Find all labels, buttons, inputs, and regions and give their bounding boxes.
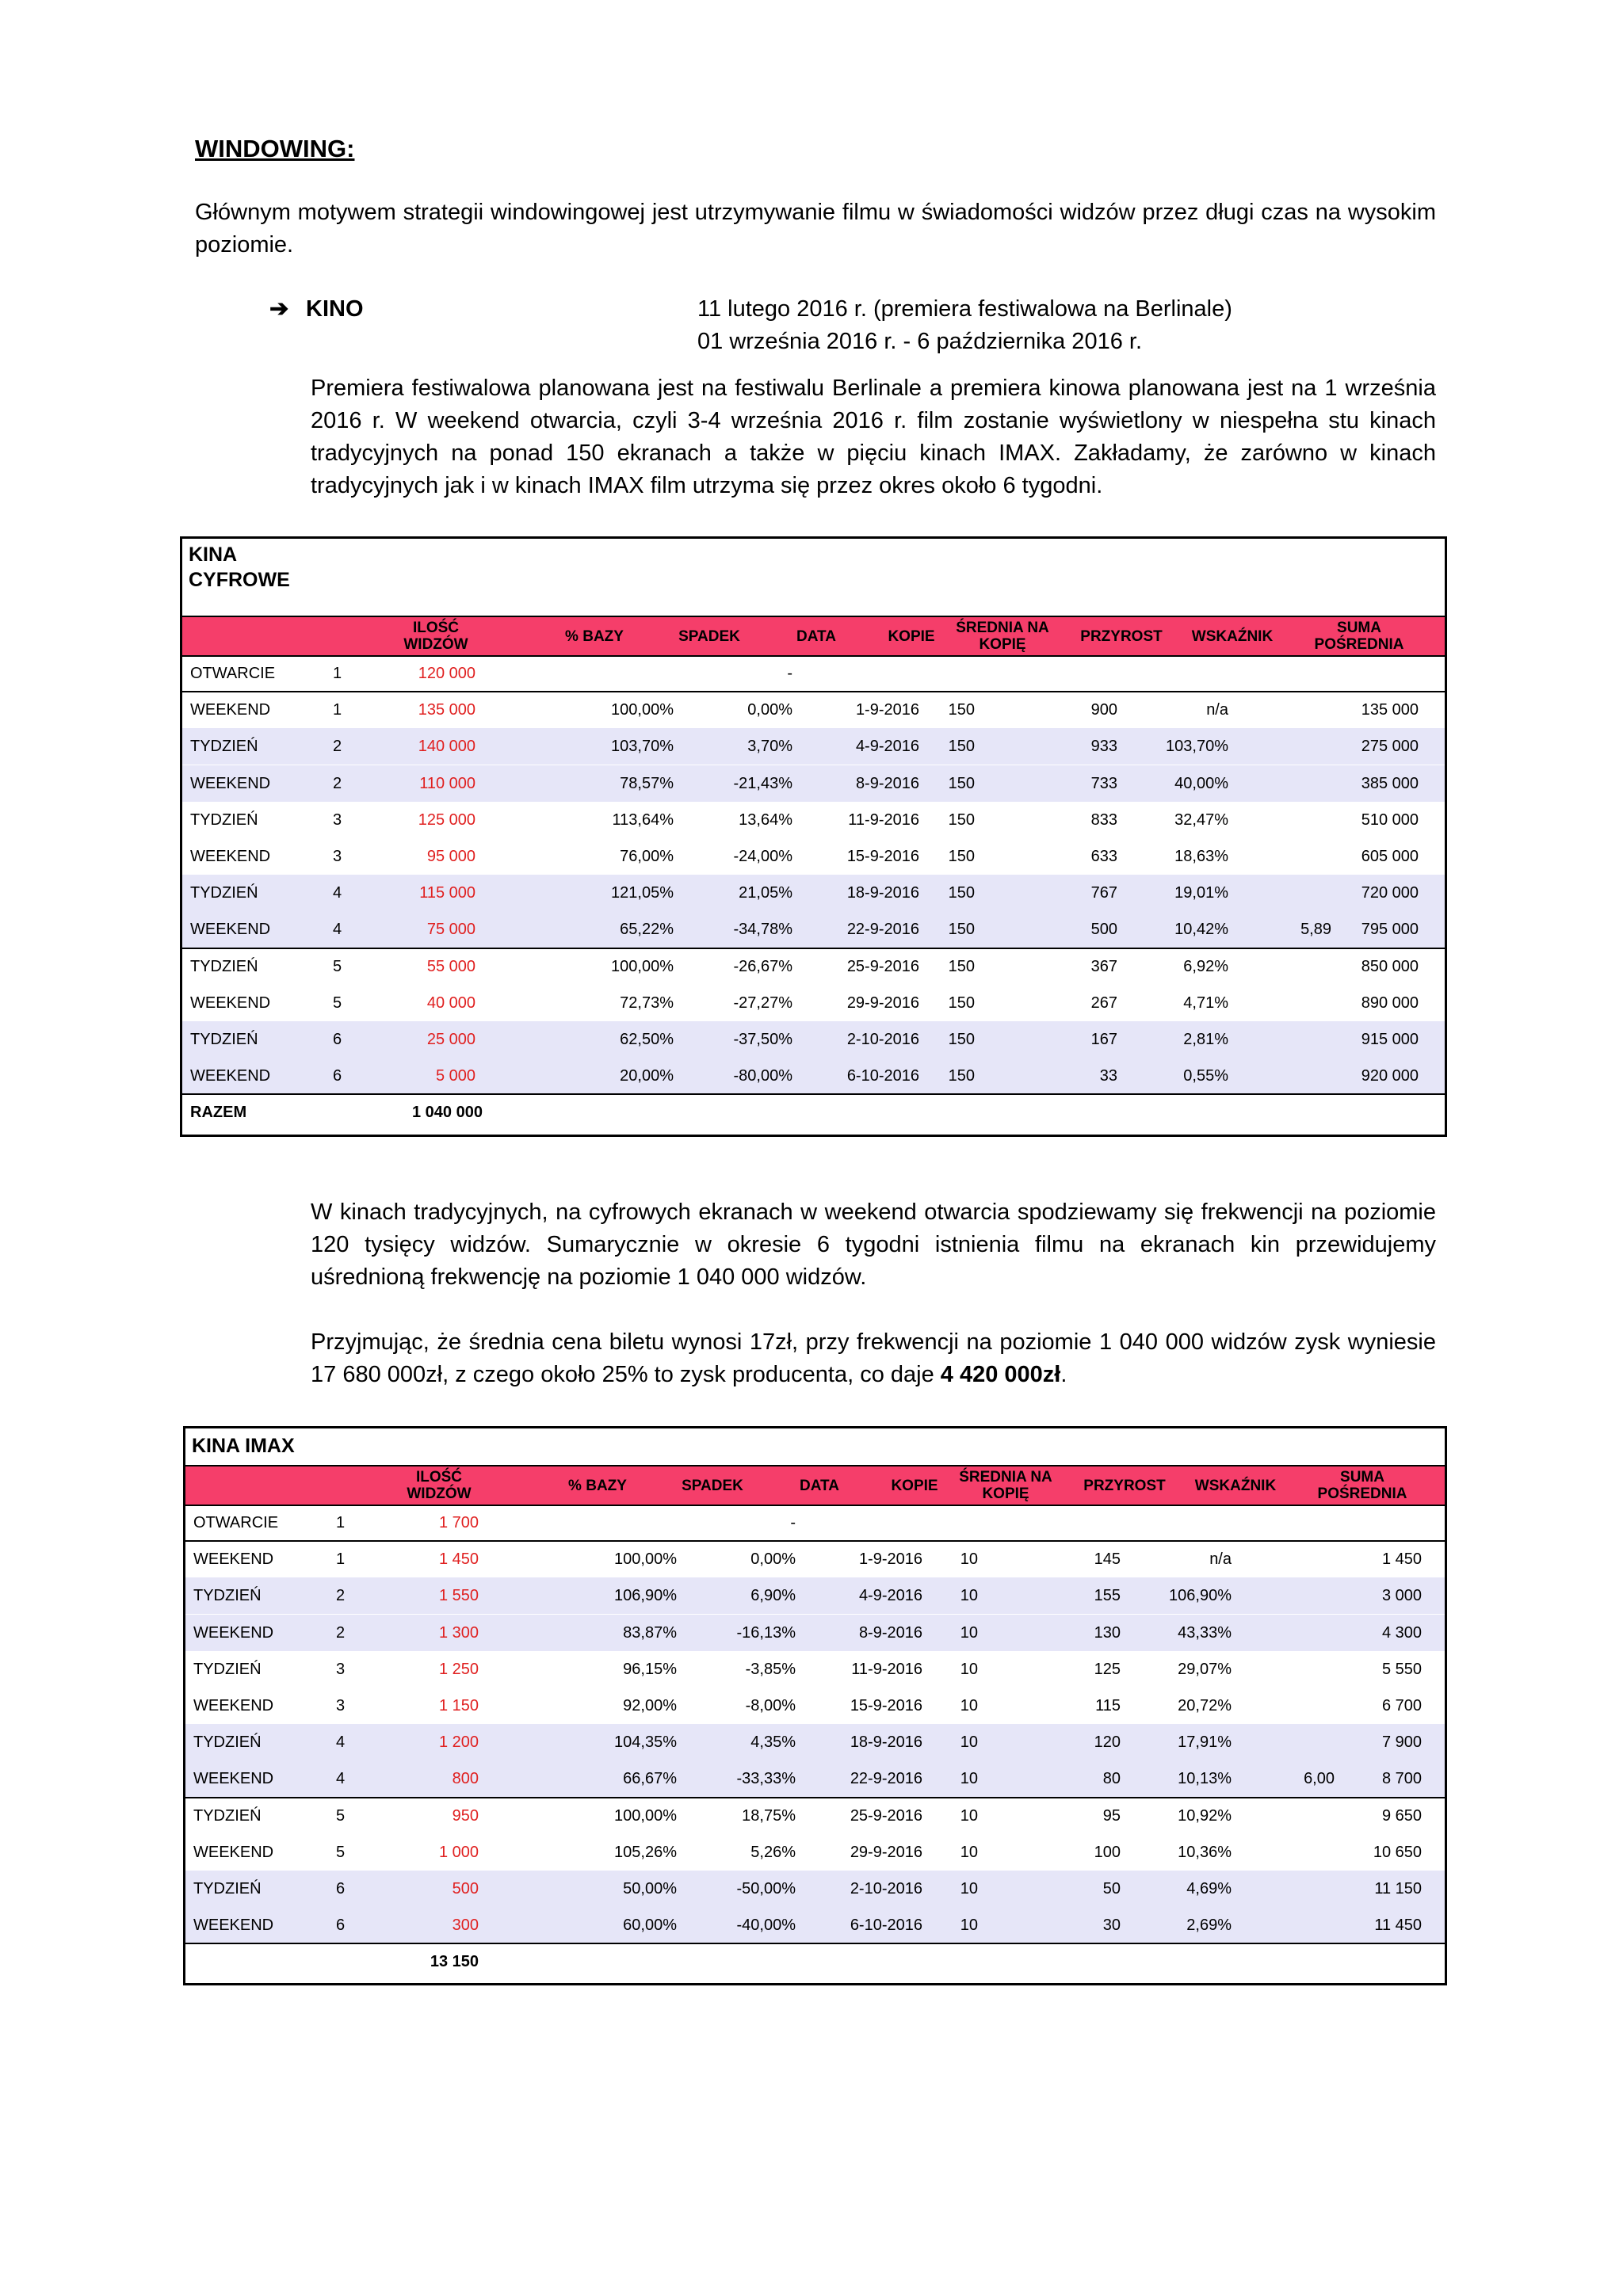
row-spadek: 13,64% [739, 810, 792, 829]
table-row [182, 911, 1445, 948]
row-suma: 7 900 [1381, 1733, 1422, 1752]
row-suma: 275 000 [1361, 738, 1419, 756]
row-wskaznik: 6,00 [1304, 1770, 1335, 1788]
row-srednia: 130 [1094, 1623, 1121, 1642]
row-spadek: -27,27% [733, 994, 792, 1012]
row-przyrost: 10,92% [1178, 1806, 1232, 1825]
col-header-kopie: KOPIE [888, 627, 935, 645]
row-baza: 106,90% [614, 1587, 677, 1605]
row-suma: 920 000 [1361, 1067, 1419, 1085]
row-week: 1 [333, 665, 342, 682]
row-baza: 62,50% [620, 1031, 674, 1048]
bilet-paragraph [311, 1326, 1436, 1391]
row-week: 4 [333, 884, 342, 902]
row-suma: 9 650 [1381, 1806, 1422, 1825]
row-spadek: -50,00% [736, 1880, 796, 1897]
row-date: 2-10-2016 [850, 1880, 922, 1897]
row-week: 1 [336, 1514, 346, 1531]
row-baza: 100,00% [611, 701, 674, 719]
row-label: WEEKEND [190, 701, 271, 719]
row-przyrost: 10,13% [1178, 1770, 1232, 1788]
row-spadek: -34,78% [733, 921, 792, 939]
row-suma: 1 450 [1381, 1550, 1422, 1569]
row-spadek: 21,05% [739, 884, 792, 902]
row-przyrost: n/a [1206, 701, 1228, 719]
col-header-suma: SUMA POŚREDNIA [1314, 620, 1404, 653]
row-views: 950 [452, 1806, 479, 1825]
row-views: 140 000 [418, 738, 475, 756]
row-spadek: 6,90% [750, 1587, 796, 1605]
row-suma: 4 300 [1381, 1623, 1422, 1642]
row-week: 6 [336, 1917, 346, 1935]
table-row [182, 985, 1445, 1021]
row-kopie: 150 [948, 1031, 975, 1048]
table-row [182, 1058, 1445, 1094]
row-przyrost: 20,72% [1178, 1697, 1232, 1714]
row-label: TYDZIEŃ [190, 884, 258, 902]
kina-paragraph: W kinach tradycyjnych, na cyfrowych ekranach w weekend otwarcia spodziewamy się frekwencji na poziomie 120 tysięcy widzów. Sumarycznie w okresie 6 tygodni istnienia filmu na ekranach kin przewidujemy uśrednioną frekwencję na poziomie 1 040 000 widzów. [311, 1199, 1436, 1290]
table-row-total [185, 1943, 1445, 1980]
row-przyrost: 40,00% [1174, 774, 1228, 792]
row-srednia: 145 [1094, 1550, 1121, 1569]
row-przyrost: 0,55% [1183, 1067, 1228, 1085]
row-srednia: 125 [1094, 1660, 1121, 1678]
table-row [185, 1760, 1445, 1797]
row-week: 4 [333, 921, 342, 939]
row-wskaznik: 5,89 [1300, 921, 1331, 939]
row-kopie: 10 [960, 1843, 978, 1861]
row-views: 1 200 [438, 1733, 479, 1752]
row-views: 55 000 [426, 957, 475, 975]
row-label: TYDZIEŃ [193, 1880, 262, 1897]
table-row [182, 948, 1445, 985]
row-suma: 385 000 [1361, 774, 1419, 792]
row-kopie: 150 [948, 738, 975, 756]
row-date: 4-9-2016 [858, 1587, 922, 1605]
table-kina-imax [183, 1426, 1447, 1985]
row-week: 3 [336, 1697, 346, 1714]
row-przyrost: 32,47% [1174, 810, 1228, 829]
row-label: TYDZIEŃ [190, 1031, 258, 1048]
row-suma: 795 000 [1361, 921, 1419, 939]
row-baza: 72,73% [620, 994, 674, 1012]
row-baza: 20,00% [620, 1067, 674, 1085]
row-przyrost: 18,63% [1174, 848, 1228, 865]
row-date: 22-9-2016 [846, 921, 919, 939]
table-row [182, 838, 1445, 875]
row-baza: 76,00% [620, 848, 674, 865]
row-date: 11-9-2016 [848, 810, 919, 829]
row-srednia: 120 [1094, 1733, 1121, 1752]
row-date: 6-10-2016 [846, 1067, 919, 1085]
col-header-spadek: SPADEK [682, 1477, 743, 1494]
col-header-baza: % BAZY [568, 1477, 627, 1494]
row-srednia: 633 [1090, 848, 1117, 865]
row-views: 1 150 [438, 1697, 479, 1714]
row-week: 2 [333, 774, 342, 792]
row-views: 1 250 [438, 1660, 479, 1678]
kino-label [269, 293, 507, 326]
row-label: WEEKEND [190, 921, 271, 939]
row-date: 15-9-2016 [846, 848, 919, 865]
row-srednia: 33 [1099, 1067, 1117, 1085]
row-spadek: -8,00% [745, 1697, 796, 1714]
row-week: 5 [333, 994, 342, 1012]
row-date: 25-9-2016 [850, 1806, 922, 1825]
row-views: 1 450 [438, 1550, 479, 1569]
row-label: TYDZIEŃ [190, 738, 258, 756]
row-week: 6 [333, 1031, 342, 1048]
row-views: 1 000 [438, 1843, 479, 1861]
row-views: 110 000 [419, 774, 475, 792]
row-srednia: 833 [1090, 810, 1117, 829]
kino-dates [697, 293, 1232, 358]
col-header-przyrost: PRZYROST [1080, 627, 1163, 645]
row-date: 15-9-2016 [850, 1697, 922, 1714]
row-spadek: 0,00% [747, 701, 792, 719]
row-views: 125 000 [418, 810, 475, 829]
row-baza: 78,57% [620, 774, 674, 792]
row-date: 22-9-2016 [850, 1770, 922, 1788]
row-date: 18-9-2016 [850, 1733, 922, 1752]
row-przyrost: 2,81% [1183, 1031, 1228, 1048]
row-week: 1 [333, 701, 342, 719]
row-baza: 65,22% [620, 921, 674, 939]
row-kopie: 150 [948, 774, 975, 792]
row-kopie: 10 [960, 1587, 978, 1605]
row-suma: 10 650 [1373, 1843, 1422, 1861]
col-header-srednia: ŚREDNIA NA KOPIĘ [959, 1469, 1052, 1502]
col-header-srednia: ŚREDNIA NA KOPIĘ [956, 620, 1049, 653]
col-header-wskaznik: WSKAŹNIK [1191, 627, 1274, 645]
table-row [185, 1615, 1445, 1651]
table-title: KINA CYFROWE [189, 543, 290, 591]
row-views: 1 300 [438, 1623, 479, 1642]
row-date: 29-9-2016 [850, 1843, 922, 1861]
row-suma: 5 550 [1381, 1660, 1422, 1678]
row-kopie: 10 [960, 1770, 978, 1788]
row-spadek: - [787, 665, 792, 682]
row-suma: 11 150 [1374, 1880, 1422, 1897]
table-row-opening [185, 1505, 1445, 1541]
row-przyrost: 4,71% [1183, 994, 1228, 1012]
row-week: 2 [336, 1623, 346, 1642]
row-srednia: 267 [1090, 994, 1117, 1012]
row-suma: 605 000 [1361, 848, 1419, 865]
row-date: 18-9-2016 [846, 884, 919, 902]
row-srednia: 155 [1094, 1587, 1121, 1605]
table-header [185, 1465, 1445, 1506]
row-suma: 890 000 [1361, 994, 1419, 1012]
row-label: OTWARCIE [193, 1514, 279, 1531]
row-srednia: 100 [1094, 1843, 1121, 1861]
table-row [182, 765, 1445, 802]
bilet-profit: 4 420 000zł [940, 1362, 1061, 1387]
row-spadek: -16,13% [736, 1623, 796, 1642]
row-srednia: 900 [1090, 701, 1117, 719]
row-date: 29-9-2016 [846, 994, 919, 1012]
row-date: 2-10-2016 [846, 1031, 919, 1048]
total-label: RAZEM [190, 1104, 247, 1122]
row-suma: 510 000 [1361, 810, 1419, 829]
row-kopie: 10 [960, 1550, 978, 1569]
row-srednia: 500 [1090, 921, 1117, 939]
row-views: 5 000 [435, 1067, 475, 1085]
row-views: 115 000 [419, 884, 475, 902]
row-srednia: 933 [1090, 738, 1117, 756]
row-label: TYDZIEŃ [190, 810, 258, 829]
table-row [182, 728, 1445, 765]
row-kopie: 10 [960, 1623, 978, 1642]
table-row [185, 1724, 1445, 1760]
col-header-suma: SUMA POŚREDNIA [1317, 1469, 1407, 1502]
row-baza: 96,15% [623, 1660, 677, 1678]
table-row [185, 1834, 1445, 1871]
row-przyrost: 29,07% [1178, 1660, 1232, 1678]
kino-title: KINO [306, 296, 364, 322]
row-label: WEEKEND [190, 774, 271, 792]
arrow-right-icon: ➔ [269, 296, 289, 322]
row-spadek: -24,00% [733, 848, 792, 865]
row-baza: 121,05% [611, 884, 674, 902]
row-przyrost: 4,69% [1186, 1880, 1232, 1897]
row-suma: 3 000 [1381, 1587, 1422, 1605]
row-przyrost: 19,01% [1174, 884, 1228, 902]
row-baza: 105,26% [614, 1843, 677, 1861]
bilet-text: Przyjmując, że średnia cena biletu wynosi 17zł, przy frekwencji na poziomie 1 040 000 widzów zysk wyniesie 17 680 000zł, z czego około 25% to zysk producenta, co daje [311, 1329, 1436, 1387]
kino-date-festival: 11 lutego 2016 r. (premiera festiwalowa na Berlinale) [697, 296, 1232, 322]
row-baza: 104,35% [614, 1733, 677, 1752]
row-srednia: 95 [1102, 1806, 1121, 1825]
row-week: 5 [336, 1806, 346, 1825]
row-views: 75 000 [426, 921, 475, 939]
row-spadek: -80,00% [733, 1067, 792, 1085]
row-date: 4-9-2016 [855, 738, 919, 756]
row-label: WEEKEND [193, 1843, 274, 1861]
row-spadek: -26,67% [733, 957, 792, 975]
kino-date-release: 01 września 2016 r. - 6 października 2016 r. [697, 329, 1142, 354]
row-label: WEEKEND [193, 1550, 274, 1569]
row-kopie: 10 [960, 1660, 978, 1678]
row-baza: 113,64% [612, 810, 674, 829]
row-baza: 103,70% [611, 738, 674, 756]
row-baza: 50,00% [623, 1880, 677, 1897]
row-srednia: 767 [1090, 884, 1117, 902]
row-views: 25 000 [426, 1031, 475, 1048]
row-przyrost: 17,91% [1178, 1733, 1232, 1752]
col-header-data: DATA [796, 627, 836, 645]
row-views: 95 000 [426, 848, 475, 865]
row-suma: 720 000 [1361, 884, 1419, 902]
premiera-paragraph: Premiera festiwalowa planowana jest na festiwalu Berlinale a premiera kinowa planowana jest na 1 września 2016 r. W weekend otwarcia, czyli 3-4 września 2016 r. film zostanie wyświetlony w niespełna stu kinach tradycyjnych na ponad 150 ekranach a także w pięciu kinach IMAX. Zakładamy, że zarówno w kinach tradycyjnych jak i w kinach IMAX film utrzyma się przez okres około 6 tygodni. [311, 376, 1436, 498]
row-baza: 66,67% [623, 1770, 677, 1788]
row-kopie: 150 [948, 701, 975, 719]
row-label: WEEKEND [190, 994, 271, 1012]
row-srednia: 733 [1090, 774, 1117, 792]
col-header-wskaznik: WSKAŹNIK [1194, 1477, 1277, 1494]
row-przyrost: n/a [1209, 1550, 1232, 1569]
row-kopie: 150 [948, 957, 975, 975]
row-week: 2 [336, 1587, 346, 1605]
row-spadek: 4,35% [750, 1733, 796, 1752]
row-kopie: 10 [960, 1733, 978, 1752]
bilet-end: . [1060, 1362, 1067, 1387]
table-row [182, 692, 1445, 728]
row-spadek: -21,43% [733, 774, 792, 792]
col-header-kopie: KOPIE [891, 1477, 938, 1494]
row-przyrost: 103,70% [1166, 738, 1228, 756]
table-row [185, 1541, 1445, 1577]
row-label: TYDZIEŃ [190, 957, 258, 975]
row-srednia: 80 [1102, 1770, 1121, 1788]
row-baza: 83,87% [623, 1623, 677, 1642]
row-spadek: 18,75% [742, 1806, 796, 1825]
row-spadek: 0,00% [750, 1550, 796, 1569]
row-suma: 915 000 [1361, 1031, 1419, 1048]
row-kopie: 10 [960, 1806, 978, 1825]
row-label: WEEKEND [193, 1770, 274, 1788]
row-srednia: 167 [1090, 1031, 1117, 1048]
row-week: 6 [336, 1880, 346, 1897]
row-srednia: 367 [1090, 957, 1117, 975]
row-date: 1-9-2016 [855, 701, 919, 719]
row-spadek: -40,00% [736, 1917, 796, 1935]
row-views: 135 000 [418, 701, 475, 719]
table-row-opening [182, 655, 1445, 692]
table-row [185, 1871, 1445, 1907]
col-header-przyrost: PRZYROST [1083, 1477, 1166, 1494]
row-baza: 100,00% [611, 957, 674, 975]
row-views: 1 550 [438, 1587, 479, 1605]
row-week: 1 [336, 1550, 346, 1569]
row-week: 3 [333, 848, 342, 865]
row-date: 6-10-2016 [850, 1917, 922, 1935]
row-date: 8-9-2016 [855, 774, 919, 792]
row-przyrost: 2,69% [1186, 1917, 1232, 1935]
row-date: 11-9-2016 [851, 1660, 922, 1678]
table-row [182, 1021, 1445, 1058]
table-kina-cyfrowe [180, 536, 1447, 1137]
row-kopie: 150 [948, 1067, 975, 1085]
row-suma: 8 700 [1381, 1770, 1422, 1788]
row-week: 2 [333, 738, 342, 756]
col-header-views: ILOŚĆ WIDZÓW [407, 1469, 472, 1502]
table-row [182, 875, 1445, 911]
row-baza: 100,00% [614, 1806, 677, 1825]
row-label: WEEKEND [190, 848, 271, 865]
row-przyrost: 10,36% [1178, 1843, 1232, 1861]
row-spadek: -33,33% [736, 1770, 796, 1788]
row-date: 8-9-2016 [858, 1623, 922, 1642]
row-views: 40 000 [426, 994, 475, 1012]
row-spadek: -3,85% [745, 1660, 796, 1678]
col-header-baza: % BAZY [565, 627, 624, 645]
table-row [185, 1577, 1445, 1614]
table-row [185, 1798, 1445, 1834]
row-przyrost: 6,92% [1183, 957, 1228, 975]
row-week: 4 [336, 1733, 346, 1752]
row-kopie: 10 [960, 1880, 978, 1897]
col-header-views: ILOŚĆ WIDZÓW [403, 620, 468, 653]
row-week: 4 [336, 1770, 346, 1788]
row-srednia: 30 [1102, 1917, 1121, 1935]
table-row [182, 802, 1445, 838]
row-label: OTWARCIE [190, 665, 276, 682]
row-kopie: 150 [948, 921, 975, 939]
row-label: WEEKEND [190, 1067, 271, 1085]
row-week: 3 [336, 1660, 346, 1678]
row-label: TYDZIEŃ [193, 1660, 262, 1678]
row-kopie: 150 [948, 994, 975, 1012]
row-srednia: 115 [1095, 1697, 1121, 1714]
row-views: 1 700 [438, 1514, 479, 1531]
row-suma: 135 000 [1361, 701, 1419, 719]
row-spadek: -37,50% [733, 1031, 792, 1048]
row-przyrost: 106,90% [1169, 1587, 1232, 1605]
row-spadek: - [790, 1514, 796, 1531]
total-views: 13 150 [430, 1953, 479, 1971]
row-kopie: 10 [960, 1697, 978, 1714]
row-przyrost: 43,33% [1178, 1623, 1232, 1642]
row-kopie: 10 [960, 1917, 978, 1935]
row-suma: 850 000 [1361, 957, 1419, 975]
row-label: WEEKEND [193, 1623, 274, 1642]
row-spadek: 5,26% [750, 1843, 796, 1861]
row-label: TYDZIEŃ [193, 1587, 262, 1605]
row-spadek: 3,70% [747, 738, 792, 756]
row-kopie: 150 [948, 884, 975, 902]
row-baza: 60,00% [623, 1917, 677, 1935]
row-date: 1-9-2016 [858, 1550, 922, 1569]
row-week: 5 [336, 1843, 346, 1861]
table-row [185, 1651, 1445, 1688]
row-baza: 92,00% [623, 1697, 677, 1714]
row-week: 6 [333, 1067, 342, 1085]
table-title: KINA IMAX [192, 1435, 295, 1457]
row-kopie: 150 [948, 848, 975, 865]
table-header [182, 616, 1445, 657]
intro-paragraph: Głównym motywem strategii windowingowej jest utrzymywanie filmu w świadomości widzów przez długi czas na wysokim poziomie. [195, 200, 1436, 257]
row-week: 3 [333, 810, 342, 829]
row-label: TYDZIEŃ [193, 1733, 262, 1752]
row-week: 5 [333, 957, 342, 975]
table-row [185, 1688, 1445, 1724]
table-row-total [182, 1094, 1445, 1131]
row-srednia: 50 [1102, 1880, 1121, 1897]
row-date: 25-9-2016 [846, 957, 919, 975]
row-suma: 11 450 [1374, 1917, 1422, 1935]
table-row [185, 1907, 1445, 1943]
row-label: WEEKEND [193, 1697, 274, 1714]
row-views: 500 [452, 1880, 479, 1897]
row-label: WEEKEND [193, 1917, 274, 1935]
row-views: 800 [452, 1770, 479, 1788]
row-label: TYDZIEŃ [193, 1806, 262, 1825]
section-heading: WINDOWING: [195, 135, 355, 162]
row-baza: 100,00% [614, 1550, 677, 1569]
col-header-data: DATA [800, 1477, 839, 1494]
row-views: 120 000 [418, 665, 475, 682]
row-przyrost: 10,42% [1174, 921, 1228, 939]
col-header-spadek: SPADEK [678, 627, 740, 645]
row-suma: 6 700 [1381, 1697, 1422, 1714]
row-kopie: 150 [948, 810, 975, 829]
total-views: 1 040 000 [412, 1104, 483, 1122]
row-views: 300 [452, 1917, 479, 1935]
